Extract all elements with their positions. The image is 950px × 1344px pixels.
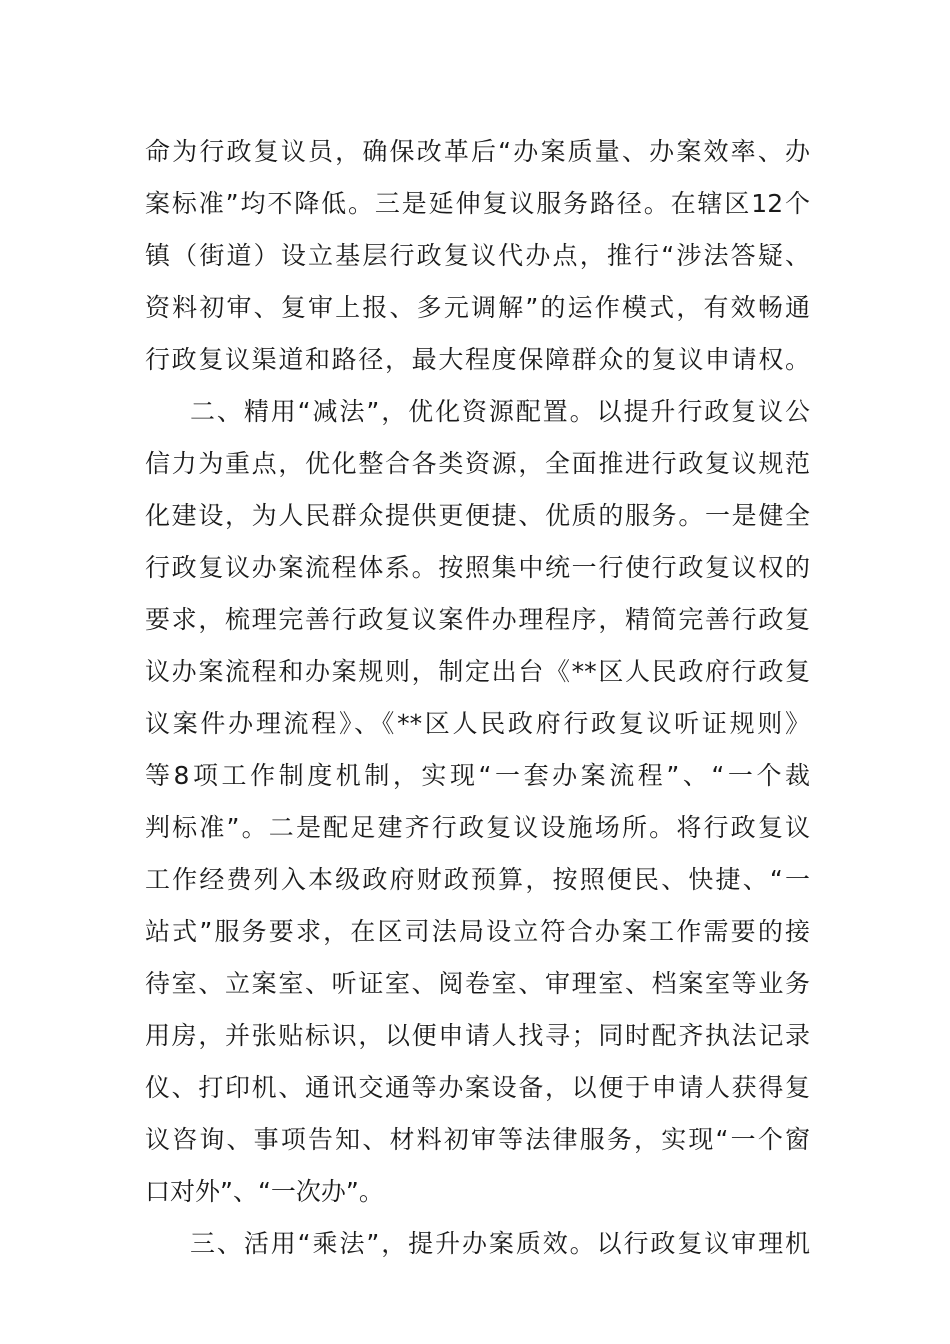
text-line-10: 要求，梳理完善行政复议案件办理程序，精简完善行政复 bbox=[145, 605, 810, 634]
text-line-9: 行政复议办案流程体系。按照集中统一行使行政复议权的 bbox=[145, 553, 810, 582]
text-line-15: 工作经费列入本级政府财政预算，按照便民、快捷、“一 bbox=[145, 865, 810, 894]
text-line-12: 议案件办理流程》、《**区人民政府行政复议听证规则》 bbox=[145, 709, 810, 738]
text-line-8: 化建设，为人民群众提供更便捷、优质的服务。一是健全 bbox=[145, 501, 810, 530]
section-heading-3: 三、活用“乘法”，提升办案质效。以行政复议审理机 bbox=[190, 1229, 810, 1258]
text-line-2: 案标准”均不降低。三是延伸复议服务路径。在辖区12个 bbox=[145, 189, 810, 218]
text-line-16: 站式”服务要求，在区司法局设立符合办案工作需要的接 bbox=[145, 917, 810, 946]
text-line-11: 议办案流程和办案规则，制定出台《**区人民政府行政复 bbox=[145, 657, 810, 686]
text-line-20: 议咨询、事项告知、材料初审等法律服务，实现“一个窗 bbox=[145, 1125, 810, 1154]
text-line-17: 待室、立案室、听证室、阅卷室、审理室、档案室等业务 bbox=[145, 969, 810, 998]
section-heading-2: 二、精用“减法”，优化资源配置。以提升行政复议公 bbox=[190, 397, 810, 426]
text-line-14: 判标准”。二是配足建齐行政复议设施场所。将行政复议 bbox=[145, 813, 810, 842]
text-line-18: 用房，并张贴标识，以便申请人找寻；同时配齐执法记录 bbox=[145, 1021, 810, 1050]
text-line-1: 命为行政复议员，确保改革后“办案质量、办案效率、办 bbox=[145, 137, 810, 166]
text-line-13: 等8项工作制度机制，实现“一套办案流程”、“一个裁 bbox=[145, 761, 810, 790]
text-line-4: 资料初审、复审上报、多元调解”的运作模式，有效畅通 bbox=[145, 293, 810, 322]
text-line-7: 信力为重点，优化整合各类资源，全面推进行政复议规范 bbox=[145, 449, 810, 478]
text-line-3: 镇（街道）设立基层行政复议代办点，推行“涉法答疑、 bbox=[145, 241, 810, 270]
text-line-21: 口对外”、“一次办”。 bbox=[145, 1177, 384, 1206]
text-line-5: 行政复议渠道和路径，最大程度保障群众的复议申请权。 bbox=[145, 345, 810, 374]
text-line-19: 仪、打印机、通讯交通等办案设备，以便于申请人获得复 bbox=[145, 1073, 810, 1102]
